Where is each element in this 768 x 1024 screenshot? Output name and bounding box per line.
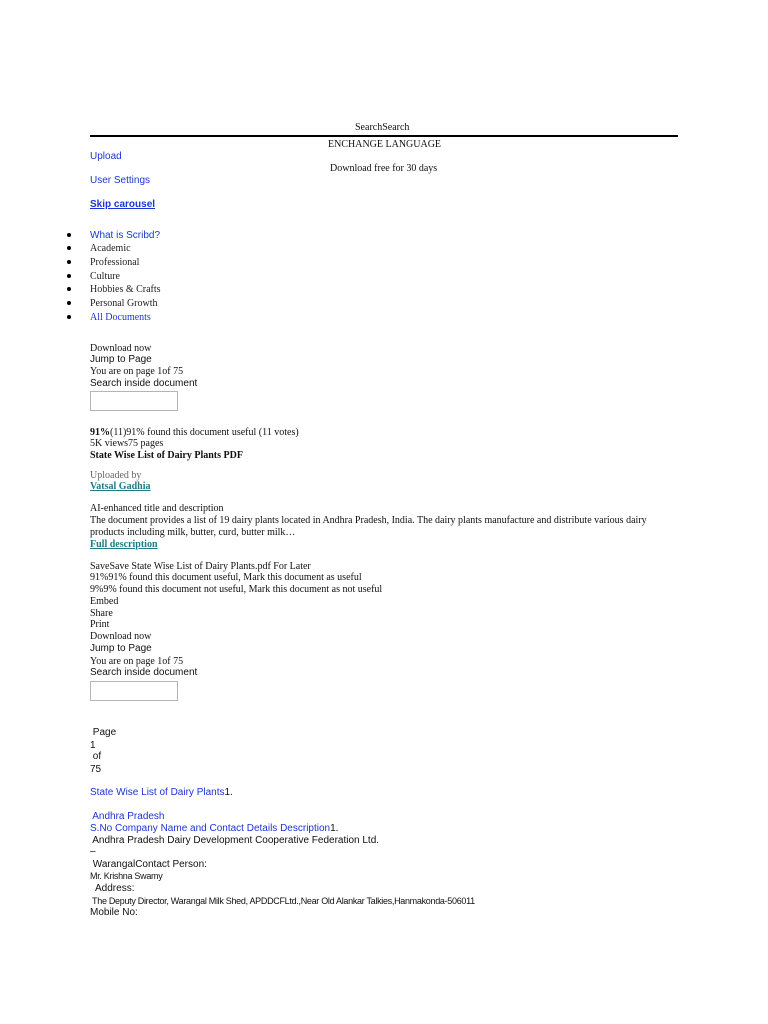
page-label: Page: [90, 727, 117, 738]
uploaded-by-label: Uploaded by: [90, 470, 142, 481]
bullet-icon: [67, 274, 71, 278]
bullet-icon: [67, 301, 71, 305]
nav-item-academic[interactable]: Academic: [90, 243, 131, 254]
total-pages: 75: [90, 764, 102, 775]
bullet-icon: [67, 233, 71, 237]
nav-item-culture[interactable]: Culture: [90, 271, 120, 282]
address-text: The Deputy Director, Warangal Milk Shed, APDDCFLtd.,Near Old Alankar Talkies,Hanmakonda-506011: [90, 896, 475, 906]
nav-item-hobbies-crafts[interactable]: Hobbies & Crafts: [90, 284, 161, 295]
mark-not-useful-button[interactable]: 9%9% found this document not useful, Mark this document as not useful: [90, 584, 383, 595]
user-settings-link[interactable]: User Settings: [90, 175, 151, 186]
nav-item-all-documents[interactable]: All Documents: [90, 312, 151, 323]
search-button[interactable]: SearchSearch: [355, 122, 410, 133]
row-number: 1.: [330, 823, 339, 834]
skip-carousel-link[interactable]: Skip carousel: [90, 199, 156, 210]
content-heading-text: State Wise List of Dairy Plants: [90, 787, 225, 798]
page-number: 1: [90, 740, 96, 751]
print-button[interactable]: Print: [90, 619, 110, 630]
nav-item-professional[interactable]: Professional: [90, 257, 140, 268]
download-now-button[interactable]: Download now: [90, 631, 152, 642]
bullet-icon: [67, 287, 71, 291]
contact-line: WarangalContact Person:: [90, 859, 207, 870]
upload-link[interactable]: Upload: [90, 151, 122, 162]
bullet-icon: [67, 246, 71, 250]
content-heading: [90, 787, 233, 798]
page-status: You are on page 1of 75: [90, 656, 184, 667]
rating-summary: [90, 427, 299, 438]
bullet-icon: [67, 315, 71, 319]
of-label: of: [90, 751, 102, 762]
mobile-label: Mobile No:: [90, 907, 138, 918]
share-button[interactable]: Share: [90, 608, 113, 619]
description-line: products including milk, butter, curd, butter milk…: [90, 527, 296, 538]
search-inside-label: Search inside document: [90, 667, 198, 678]
rating-percent: 91%: [90, 427, 110, 438]
jump-to-page-button[interactable]: Jump to Page: [90, 354, 152, 365]
dash-separator: –: [90, 846, 96, 857]
nav-item-what-is-scribd[interactable]: What is Scribd?: [90, 230, 161, 241]
contact-person: Mr. Krishna Swamy: [90, 871, 163, 881]
ai-label: AI-enhanced title and description: [90, 503, 224, 514]
content-heading-number: 1.: [224, 787, 233, 798]
nav-item-personal-growth[interactable]: Personal Growth: [90, 298, 158, 309]
full-description-link[interactable]: Full description: [90, 539, 158, 550]
download-now-button[interactable]: Download now: [90, 343, 152, 354]
search-inside-input[interactable]: [90, 681, 178, 701]
download-free-link[interactable]: Download free for 30 days: [330, 163, 438, 174]
document-title: State Wise List of Dairy Plants PDF: [90, 450, 243, 461]
views-pages: 5K views75 pages: [90, 438, 164, 449]
jump-to-page-button[interactable]: Jump to Page: [90, 643, 152, 654]
search-inside-input[interactable]: [90, 391, 178, 411]
bullet-icon: [67, 260, 71, 264]
table-header: [90, 823, 338, 834]
save-for-later-button[interactable]: SaveSave State Wise List of Dairy Plants.pdf For Later: [90, 561, 311, 572]
language-selector[interactable]: ENCHANGE LANGUAGE: [328, 139, 442, 150]
header-divider: [90, 135, 678, 137]
rating-detail: (11)91% found this document useful (11 votes): [110, 427, 299, 438]
table-header-text: S.No Company Name and Contact Details Description: [90, 823, 331, 834]
search-inside-label: Search inside document: [90, 378, 198, 389]
uploader-link[interactable]: Vatsal Gadhia: [90, 481, 151, 492]
page-status: You are on page 1of 75: [90, 366, 184, 377]
state-heading: Andhra Pradesh: [90, 811, 165, 822]
company-name: Andhra Pradesh Dairy Development Cooperative Federation Ltd.: [90, 835, 380, 846]
embed-button[interactable]: Embed: [90, 596, 119, 607]
description-line: The document provides a list of 19 dairy plants located in Andhra Pradesh, India. The dairy plants manufacture and distribute various dairy: [90, 515, 647, 526]
mark-useful-button[interactable]: 91%91% found this document useful, Mark this document as useful: [90, 572, 362, 583]
address-label: Address:: [90, 883, 135, 894]
